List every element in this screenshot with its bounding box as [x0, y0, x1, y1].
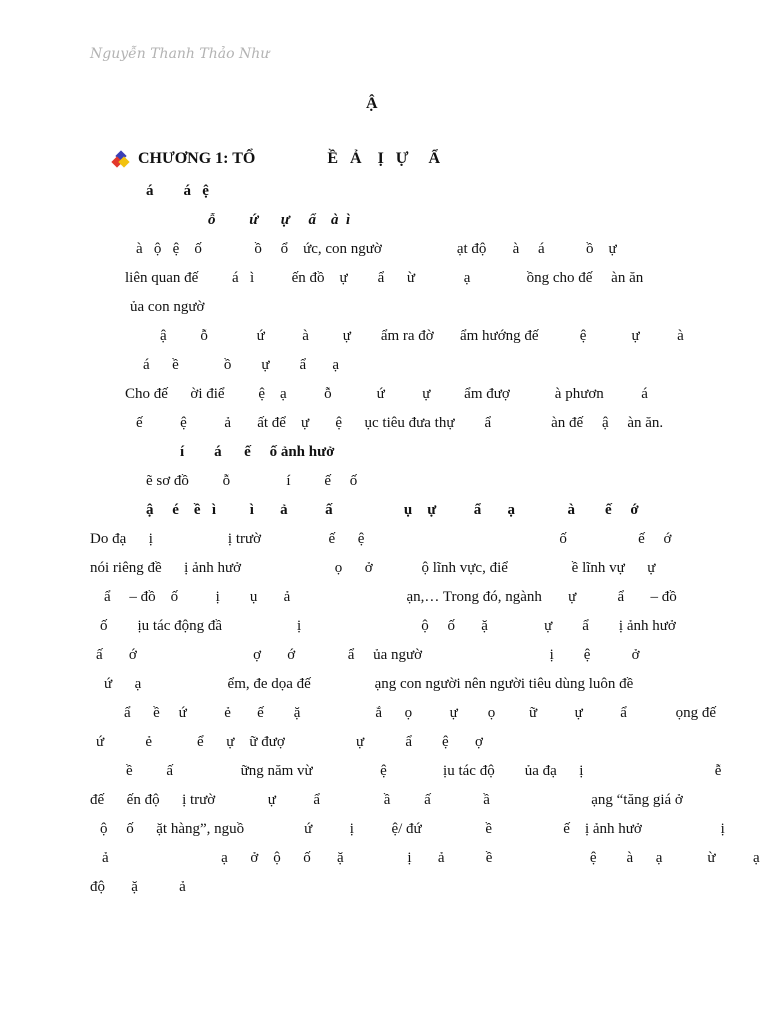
paragraph-line: ứ ẻ ể ự ữ đượ ự ẩ ệ ợ: [96, 734, 483, 750]
paragraph-line: nói riêng đề ị ảnh hưở ọ ở ộ lĩnh vực, điể ề lĩnh vự ự: [90, 560, 656, 576]
page-title: Ậ: [366, 95, 378, 112]
chapter-label: CHƯƠNG 1: TỔ Ề Ả Ị Ự Ẩ: [138, 150, 441, 167]
paragraph-line: đế ến độ ị trườ ự ẩ ầ ấ ầ ạng “tăng giá ở: [90, 792, 683, 808]
paragraph-line: ề ấ ững năm vừ ệ ịu tác độ ủa đạ ị ễ: [126, 763, 722, 779]
paragraph-line: ấ ớ ợ ớ ẩ ủa ngườ ị ệ ở: [96, 647, 640, 663]
paragraph-line: ả ạ ở ộ ố ặ ị ả ề ệ à ạ ừ ạ: [102, 850, 760, 866]
paragraph-line: ẽ sơ đồ ỗ í ế ố: [146, 473, 358, 489]
paragraph-line: ế ệ ả ất để ự ệ ục tiêu đưa thự ẩ àn đế ậ àn ăn.: [136, 415, 664, 431]
paragraph-line: độ ặ ả: [90, 879, 186, 895]
section-heading-1: á á ệ: [146, 183, 209, 199]
paragraph-line: ủa con ngườ: [130, 299, 205, 315]
paragraph-line: ậ ỗ ứ à ự ẩm ra đờ ẩm hướng đế ệ ự à: [160, 328, 684, 344]
subsection-heading-2: ậ é ề ì ì ả ấ ụ ự ẩ ạ à ế ớ: [146, 502, 639, 518]
paragraph-line: Do đạ ị ị trườ ế ệ ố ế ớ: [90, 531, 672, 547]
paragraph-line: ố ịu tác động đầ ị ộ ố ặ ự ẩ ị ảnh hưở: [100, 618, 676, 634]
paragraph-line: ộ ố ặt hàng”, nguồ ứ ị ệ/ đứ ề ế ị ảnh hưở ị: [100, 821, 725, 837]
paragraph-line: ẩ ề ứ ẻ ế ặ ắ ọ ự ọ ữ ự ẩ ọng đế: [124, 705, 717, 721]
paragraph-line: á ề ồ ự ẩ ạ: [143, 357, 340, 373]
author-header: Nguyễn Thanh Thảo Như: [90, 46, 270, 62]
paragraph-line: Cho đế ời điể ệ ạ ỗ ứ ự ẩm đượ à phươn á: [125, 386, 648, 402]
chapter-heading: [112, 150, 440, 168]
paragraph-line: ứ ạ ểm, đe dọa đế ạng con người nên người tiêu dùng luôn đề: [104, 676, 634, 692]
paragraph-line: ẩ – đồ ố ị ụ ả ạn,… Trong đó, ngành ự ẩ – đồ: [104, 589, 677, 605]
diamond-bullet-icon: [112, 150, 130, 168]
section-heading-2: í á ế ố ảnh hưở: [180, 444, 335, 460]
paragraph-line: liên quan đế á ì ến đồ ự ẩ ừ ạ ồng cho đế àn ăn: [125, 270, 644, 286]
paragraph-line: à ộ ệ ố ồ ổ ức, con ngườ ạt độ à á ồ ự: [136, 241, 617, 257]
subsection-heading-1: ỗ ứ ự ẩ à ì: [208, 212, 351, 228]
